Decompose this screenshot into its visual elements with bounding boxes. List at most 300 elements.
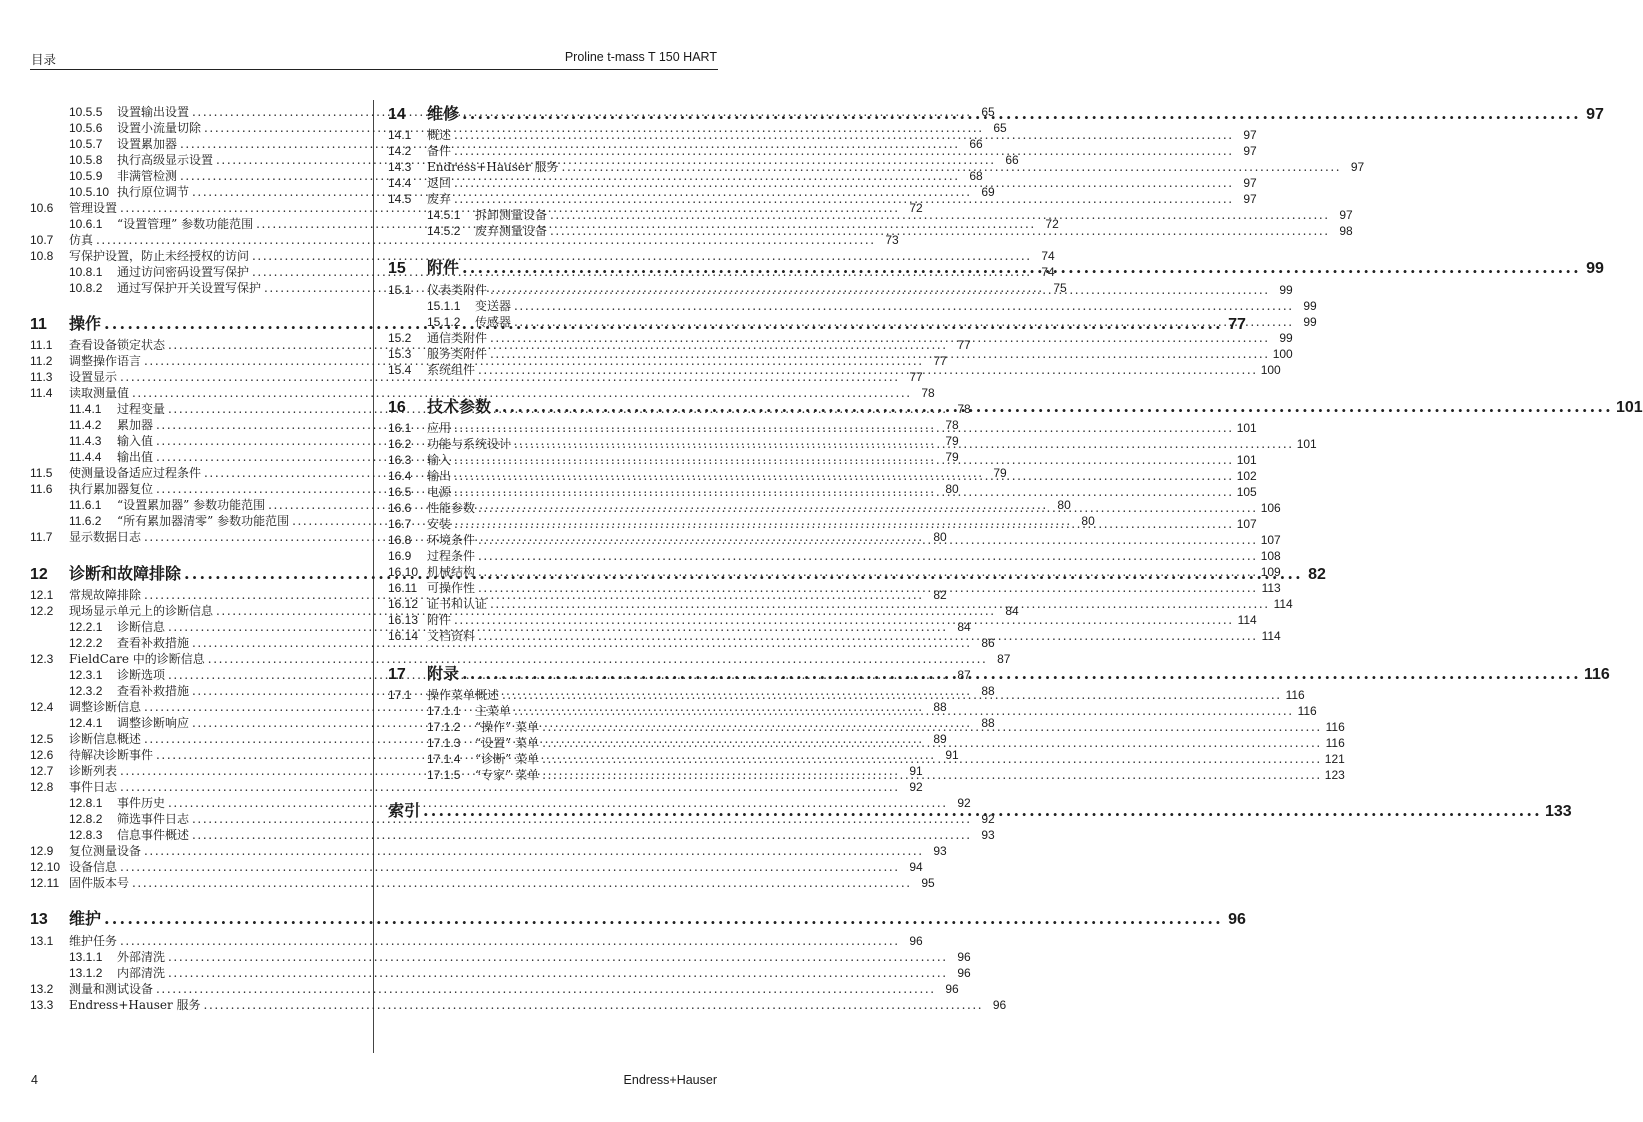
entry-number: 12.4 — [30, 700, 54, 714]
entry-page: 80 — [1081, 514, 1095, 528]
entry-number: 12.2 — [30, 604, 54, 618]
leader-dots — [478, 532, 1258, 548]
entry-title: 通信类附件 — [427, 331, 488, 345]
leader-dots — [454, 420, 1234, 436]
index-page: 133 — [1544, 803, 1572, 820]
entry-title: Endress+Hauser 服务 — [427, 160, 559, 174]
entry-number: 12.3 — [30, 652, 54, 666]
entry-page: 99 — [1279, 331, 1293, 345]
leader-dots — [454, 468, 1234, 484]
entry-page: 99 — [1279, 283, 1293, 297]
entry-page: 121 — [1324, 752, 1345, 766]
entry-title: 变送器 — [475, 299, 512, 313]
entry-page: 77 — [909, 370, 923, 384]
entry-page: 88 — [981, 716, 995, 730]
entry-number: 15.1.1 — [427, 299, 461, 313]
entry-page: 97 — [1243, 192, 1257, 206]
entry-page: 101 — [1296, 437, 1317, 451]
entry-number: 11.6.2 — [69, 514, 102, 528]
entry-number: 16.1 — [388, 421, 412, 435]
entry-number: 12.8.2 — [69, 812, 103, 826]
entry-number: 12.8.3 — [69, 828, 103, 842]
entry-number: 11.2 — [30, 354, 53, 368]
entry-page: 99 — [1303, 315, 1317, 329]
entry-title: 执行累加器复位 — [69, 482, 154, 496]
entry-number: 15.1.2 — [427, 315, 461, 329]
entry-title: 常规故障排除 — [69, 588, 142, 602]
entry-title: 过程变量 — [117, 402, 166, 416]
entry-page: 113 — [1261, 581, 1281, 595]
leader-dots — [454, 452, 1234, 468]
chapter-title: 附录 — [427, 664, 460, 683]
entry-number: 11.3 — [30, 370, 53, 384]
entry-title: 调整操作语言 — [69, 354, 142, 368]
entry-page: 74 — [1041, 249, 1055, 263]
entry-number: 16.3 — [388, 453, 412, 467]
entry-page: 68 — [969, 169, 983, 183]
leader-dots — [490, 346, 1270, 362]
entry-number: 10.7 — [30, 233, 54, 247]
entry-title: 仪表类附件 — [427, 283, 488, 297]
entry-title: 机械结构 — [427, 565, 476, 579]
toc-chapter-13[interactable] — [30, 908, 1246, 930]
entry-title: 废弃 — [427, 192, 452, 206]
leader-dots — [168, 965, 948, 981]
entry-page: 69 — [981, 185, 995, 199]
entry-title: 通过写保护开关设置写保护 — [117, 281, 262, 295]
entry-number: 12.1 — [30, 588, 54, 602]
leader-dots — [104, 908, 1223, 930]
entry-number: 11.4.2 — [69, 418, 102, 432]
entry-title: 可操作性 — [427, 581, 476, 595]
chapter-title: 附件 — [427, 258, 460, 277]
entry-page: 101 — [1236, 421, 1257, 435]
entry-number: 14.5.1 — [427, 208, 461, 222]
entry-page: 88 — [981, 684, 995, 698]
entry-number: 16.2 — [388, 437, 412, 451]
chapter-number: 14 — [388, 106, 406, 123]
leader-dots — [132, 875, 912, 891]
entry-page: 123 — [1324, 768, 1345, 782]
entry-number: 14.3 — [388, 160, 412, 174]
chapter-number: 13 — [30, 911, 48, 928]
entry-number: 10.5.10 — [69, 185, 110, 199]
entry-title: 仿真 — [69, 233, 94, 247]
entry-number: 11.1 — [30, 338, 53, 352]
entry-number: 15.3 — [388, 347, 412, 361]
entry-title: 设置累加器 — [117, 137, 178, 151]
toc-entry[interactable] — [388, 564, 1281, 580]
entry-title: 管理设置 — [69, 201, 118, 215]
entry-page: 72 — [909, 201, 923, 215]
entry-page: 93 — [981, 828, 995, 842]
leader-dots — [454, 127, 1234, 143]
footer-brand: Endress+Hauser — [623, 1073, 717, 1087]
entry-page: 79 — [945, 434, 959, 448]
toc-entry[interactable] — [30, 949, 971, 965]
entry-title: 电源 — [427, 485, 452, 499]
entry-title: 操作菜单概述 — [427, 688, 500, 702]
entry-title: 现场显示单元上的诊断信息 — [69, 604, 214, 618]
entry-page: 96 — [992, 998, 1007, 1012]
entry-page: 97 — [1339, 208, 1353, 222]
leader-dots — [550, 223, 1330, 239]
toc-entry[interactable] — [30, 385, 935, 401]
entry-title: 通过访问密码设置写保护 — [117, 265, 250, 279]
toc-entry[interactable] — [30, 651, 1011, 667]
entry-page: 101 — [1236, 453, 1257, 467]
entry-page: 66 — [1005, 153, 1019, 167]
entry-page: 77 — [933, 354, 947, 368]
entry-number: 16.12 — [388, 597, 419, 611]
leader-dots — [454, 484, 1234, 500]
entry-title: 传感器 — [475, 315, 512, 329]
entry-number: 13.1.1 — [69, 950, 103, 964]
entry-page: 107 — [1260, 533, 1281, 547]
header-divider — [30, 69, 718, 70]
entry-title: 累加器 — [117, 418, 154, 432]
entry-page: 75 — [1053, 281, 1067, 295]
entry-page: 100 — [1260, 363, 1281, 377]
toc-entry[interactable] — [30, 965, 971, 981]
entry-page: 72 — [1045, 217, 1059, 231]
page-number: 4 — [31, 1073, 38, 1087]
entry-page: 92 — [957, 796, 971, 810]
leader-dots — [156, 981, 936, 997]
entry-number: 12.10 — [30, 860, 61, 874]
entry-title: 过程条件 — [427, 549, 476, 563]
toc-entry[interactable] — [30, 779, 923, 795]
toc-entry[interactable] — [388, 298, 1317, 314]
leader-dots — [490, 282, 1270, 298]
entry-title: 主菜单 — [475, 704, 512, 718]
entry-page: 82 — [933, 588, 947, 602]
entry-number: 10.6 — [30, 201, 54, 215]
entry-page: 86 — [981, 636, 995, 650]
entry-number: 11.4.3 — [69, 434, 102, 448]
entry-title: 设置输出设置 — [117, 105, 190, 119]
entry-page: 91 — [909, 764, 923, 778]
toc-entry[interactable] — [388, 548, 1281, 564]
entry-title: 信息事件概述 — [117, 828, 190, 842]
entry-page: 107 — [1236, 517, 1257, 531]
entry-page: 116 — [1297, 704, 1317, 718]
leader-dots — [502, 687, 1282, 703]
entry-page: 77 — [957, 338, 971, 352]
leader-dots — [478, 564, 1258, 580]
entry-number: 16.9 — [388, 549, 412, 563]
chapter-number: 15 — [388, 260, 406, 277]
entry-page: 106 — [1260, 501, 1281, 515]
toc-entry[interactable] — [30, 859, 923, 875]
leader-dots — [562, 159, 1342, 175]
entry-page: 102 — [1236, 469, 1257, 483]
entry-title: 诊断信息 — [117, 620, 166, 634]
leader-dots — [542, 751, 1322, 767]
entry-page: 114 — [1273, 597, 1293, 611]
entry-title: 环境条件 — [427, 533, 476, 547]
entry-title: 执行原位调节 — [117, 185, 190, 199]
leader-dots — [514, 298, 1294, 314]
entry-number: 12.6 — [30, 748, 54, 762]
entry-number: 13.1 — [30, 934, 54, 948]
leader-dots — [514, 703, 1294, 719]
entry-page: 94 — [909, 860, 923, 874]
entry-number: 10.8.1 — [69, 265, 103, 279]
entry-title: 废弃测量设备 — [475, 224, 548, 238]
entry-number: 10.5.6 — [69, 121, 103, 135]
entry-number: 12.9 — [30, 844, 54, 858]
entry-title: 输入值 — [117, 434, 154, 448]
entry-title: 功能与系统设计 — [427, 437, 512, 451]
entry-number: 13.1.2 — [69, 966, 103, 980]
entry-number: 16.11 — [388, 581, 418, 595]
entry-number: 12.7 — [30, 764, 54, 778]
entry-title: 返回 — [427, 176, 452, 190]
entry-number: 16.13 — [388, 613, 419, 627]
toc-entry[interactable] — [30, 811, 995, 827]
chapter-page: 116 — [1583, 666, 1610, 683]
entry-title: 写保护设置，防止未经授权的访问 — [69, 249, 250, 263]
entry-title: 事件日志 — [69, 780, 118, 794]
entry-number: 16.5 — [388, 485, 412, 499]
toc-entry[interactable] — [30, 875, 935, 891]
entry-number: 16.6 — [388, 501, 412, 515]
entry-number: 10.5.5 — [69, 105, 103, 119]
toc-entry[interactable] — [30, 843, 947, 859]
entry-number: 12.8 — [30, 780, 54, 794]
entry-title: 安装 — [427, 517, 452, 531]
entry-number: 12.11 — [30, 876, 60, 890]
entry-number: 17.1.3 — [427, 736, 461, 750]
entry-title: 应用 — [427, 421, 452, 435]
leader-dots — [478, 580, 1258, 596]
entry-title: FieldCare 中的诊断信息 — [69, 652, 205, 666]
entry-title: 输出值 — [117, 450, 154, 464]
entry-page: 65 — [981, 105, 995, 119]
entry-title: “设置” 菜单 — [475, 736, 540, 750]
entry-number: 16.4 — [388, 469, 412, 483]
toc-entry[interactable] — [30, 248, 1055, 264]
entry-page: 96 — [957, 950, 971, 964]
entry-page: 116 — [1325, 720, 1345, 734]
entry-number: 17.1.1 — [427, 704, 461, 718]
entry-title: 系统组件 — [427, 363, 476, 377]
entry-number: 12.8.1 — [69, 796, 103, 810]
entry-page: 80 — [1057, 498, 1071, 512]
entry-title: 执行高级显示设置 — [117, 153, 214, 167]
entry-title: “设置累加器” 参数功能范围 — [117, 498, 266, 512]
entry-number: 17.1.4 — [427, 752, 461, 766]
leader-dots — [478, 628, 1258, 644]
entry-page: 78 — [945, 418, 959, 432]
entry-number: 17.1 — [388, 688, 412, 702]
entry-title: 显示数据日志 — [69, 530, 142, 544]
entry-title: “诊断” 菜单 — [475, 752, 540, 766]
entry-page: 78 — [921, 386, 935, 400]
entry-page: 80 — [945, 482, 959, 496]
leader-dots — [478, 548, 1258, 564]
entry-page: 84 — [1005, 604, 1019, 618]
entry-title: 复位测量设备 — [69, 844, 142, 858]
entry-title: 外部清洗 — [117, 950, 166, 964]
entry-page: 73 — [885, 233, 899, 247]
leader-dots — [490, 330, 1270, 346]
entry-number: 12.3.1 — [69, 668, 103, 682]
toc-entry[interactable] — [30, 933, 923, 949]
entry-number: 11.4.4 — [69, 450, 102, 464]
chapter-title: 维修 — [427, 104, 460, 123]
entry-title: 诊断列表 — [69, 764, 118, 778]
entry-title: 读取测量值 — [69, 386, 130, 400]
entry-page: 97 — [1243, 128, 1257, 142]
entry-page: 97 — [1243, 176, 1257, 190]
chapter-title: 技术参数 — [427, 397, 492, 416]
entry-title: 调整诊断响应 — [117, 716, 190, 730]
header-product-name: Proline t-mass T 150 HART — [564, 50, 717, 64]
toc-entry[interactable] — [30, 827, 995, 843]
chapter-number: 11 — [30, 316, 47, 333]
entry-number: 10.5.7 — [69, 137, 103, 151]
entry-number: 13.2 — [30, 982, 54, 996]
entry-title: 固件版本号 — [69, 876, 130, 890]
leader-dots — [462, 103, 1581, 125]
entry-title: 证书和认证 — [427, 597, 488, 611]
leader-dots — [514, 314, 1294, 330]
leader-dots — [490, 596, 1270, 612]
entry-page: 91 — [945, 748, 959, 762]
entry-title: 查看补救措施 — [117, 636, 190, 650]
entry-title: 性能参数 — [427, 501, 476, 515]
leader-dots — [454, 143, 1234, 159]
entry-number: 17.1.2 — [427, 720, 461, 734]
entry-title: 查看补救措施 — [117, 684, 190, 698]
entry-number: 10.5.9 — [69, 169, 103, 183]
entry-title: 输出 — [427, 469, 452, 483]
entry-number: 15.4 — [388, 363, 412, 377]
leader-dots — [168, 949, 948, 965]
entry-number: 17.1.5 — [427, 768, 461, 782]
entry-number: 11.7 — [30, 530, 53, 544]
entry-number: 10.5.8 — [69, 153, 103, 167]
entry-title: 诊断信息概述 — [69, 732, 142, 746]
entry-page: 105 — [1236, 485, 1257, 499]
leader-dots — [462, 663, 1581, 685]
chapter-page: 97 — [1586, 106, 1604, 123]
leader-dots — [514, 436, 1294, 452]
chapter-page: 82 — [1308, 566, 1326, 583]
entry-number: 14.4 — [388, 176, 412, 190]
entry-page: 79 — [945, 450, 959, 464]
entry-title: 测量和测试设备 — [69, 982, 154, 996]
entry-title: 拆卸测量设备 — [475, 208, 548, 222]
entry-title: 输入 — [427, 453, 452, 467]
leader-dots — [478, 500, 1258, 516]
entry-title: 设备信息 — [69, 860, 118, 874]
chapter-title: 操作 — [69, 314, 102, 333]
entry-number: 15.2 — [388, 331, 412, 345]
toc-block — [30, 933, 1007, 1013]
entry-page: 93 — [933, 844, 947, 858]
entry-number: 10.8 — [30, 249, 54, 263]
entry-title: 附件 — [427, 613, 452, 627]
entry-page: 96 — [957, 966, 971, 980]
toc-entry[interactable] — [30, 232, 899, 248]
entry-title: 筛选事件日志 — [117, 812, 190, 826]
leader-dots — [423, 800, 1542, 822]
entry-page: 92 — [981, 812, 995, 826]
chapter-number: 17 — [388, 666, 406, 683]
entry-title: 待解决诊断事件 — [69, 748, 154, 762]
leader-dots — [550, 207, 1330, 223]
entry-title: 文档资料 — [427, 629, 476, 643]
entry-number: 12.2.2 — [69, 636, 103, 650]
entry-number: 16.14 — [388, 629, 419, 643]
chapter-title: 诊断和故障排除 — [69, 564, 182, 583]
entry-title: 备件 — [427, 144, 452, 158]
entry-title: 内部清洗 — [117, 966, 166, 980]
entry-number: 12.3.2 — [69, 684, 103, 698]
entry-page: 108 — [1260, 549, 1281, 563]
entry-number: 12.5 — [30, 732, 54, 746]
leader-dots — [462, 257, 1581, 279]
entry-page: 97 — [1243, 144, 1257, 158]
entry-number: 10.6.1 — [69, 217, 103, 231]
entry-page: 88 — [933, 700, 947, 714]
leader-dots — [454, 175, 1234, 191]
index-title: 索引 — [388, 801, 421, 820]
entry-number: 16.7 — [388, 517, 412, 531]
entry-page: 109 — [1260, 565, 1281, 579]
entry-title: 事件历史 — [117, 796, 166, 810]
entry-number: 11.5 — [30, 466, 53, 480]
entry-number: 11.4 — [30, 386, 53, 400]
entry-page: 80 — [933, 530, 947, 544]
entry-number: 16.10 — [388, 565, 419, 579]
entry-page: 95 — [921, 876, 935, 890]
leader-dots — [144, 843, 924, 859]
entry-number: 12.4.1 — [69, 716, 103, 730]
leader-dots — [542, 719, 1322, 735]
leader-dots — [192, 827, 972, 843]
entry-number: 11.6.1 — [69, 498, 102, 512]
entry-title: 设置显示 — [69, 370, 118, 384]
entry-page: 74 — [1041, 265, 1055, 279]
entry-title: “专家” 菜单 — [475, 768, 540, 782]
entry-page: 66 — [969, 137, 983, 151]
entry-number: 14.5 — [388, 192, 412, 206]
entry-page: 92 — [909, 780, 923, 794]
entry-number: 11.6 — [30, 482, 53, 496]
entry-page: 116 — [1325, 736, 1345, 750]
entry-number: 11.4.1 — [69, 402, 102, 416]
entry-page: 114 — [1237, 613, 1257, 627]
header-section-title: 目录 — [31, 53, 57, 67]
entry-title: 诊断选项 — [117, 668, 166, 682]
leader-dots — [120, 859, 900, 875]
leader-dots — [542, 735, 1322, 751]
entry-title: 维护任务 — [69, 934, 118, 948]
toc-entry[interactable] — [30, 997, 1007, 1013]
entry-page: 97 — [1350, 160, 1365, 174]
leader-dots — [454, 191, 1234, 207]
entry-number: 14.1 — [388, 128, 412, 142]
entry-title: 概述 — [427, 128, 452, 142]
toc-entry[interactable] — [30, 981, 959, 997]
leader-dots — [120, 933, 900, 949]
entry-page: 78 — [957, 402, 971, 416]
entry-title: 设置小流量切除 — [117, 121, 202, 135]
